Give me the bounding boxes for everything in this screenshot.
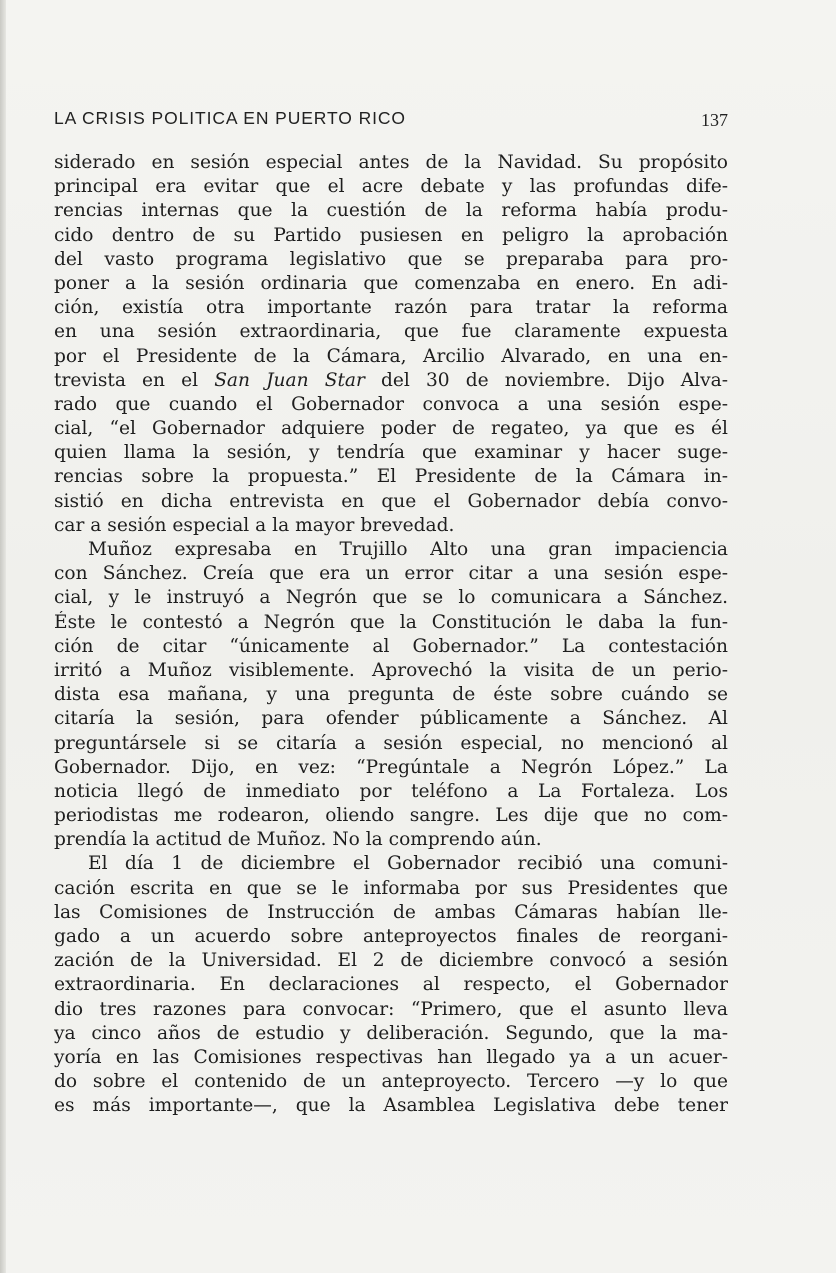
text-line [54, 804, 728, 828]
text-line [54, 490, 728, 514]
text-line [54, 780, 728, 804]
line-text: extraordinaria. En declaraciones al respecto, el Gobernador [54, 974, 728, 996]
text-line [54, 562, 728, 586]
text-line [54, 949, 728, 973]
line-text: periodistas me rodearon, oliendo sangre. Les dije que no com- [54, 805, 728, 827]
text-line [54, 272, 728, 296]
line-text: cación escrita en que se le informaba por sus Presidentes que [54, 877, 728, 899]
line-text: zación de la Universidad. El 2 de diciembre convocó a sesión [54, 950, 728, 972]
text-line [54, 998, 728, 1022]
text-line [54, 707, 728, 731]
text-line [54, 441, 728, 465]
line-text: preguntársele si se citaría a sesión especial, no mencionó al [54, 732, 728, 754]
text-line [54, 1094, 728, 1118]
text-line [54, 151, 728, 175]
text-line [54, 1022, 728, 1046]
line-text: rencias internas que la cuestión de la reforma había produ- [54, 200, 728, 222]
text-line [54, 586, 728, 610]
text-line [54, 683, 728, 707]
text-line [54, 877, 728, 901]
line-text: sistió en dicha entrevista en que el Gobernador debía convo- [54, 490, 728, 512]
line-text: en una sesión extraordinaria, que fue claramente expuesta [54, 321, 728, 343]
text-line [54, 1046, 728, 1070]
text-line [54, 852, 728, 876]
line-text: gado a un acuerdo sobre anteproyectos finales de reorgani- [54, 926, 728, 947]
line-text: prendía la actitud de Muñoz. No la comprendo aún. [54, 829, 542, 851]
page-edge-shadow [0, 0, 6, 1273]
line-text: con Sánchez. Creía que era un error citar a una sesión espe- [54, 563, 728, 585]
text-line [54, 393, 728, 417]
line-text: noticia llegó de inmediato por teléfono a La Fortaleza. Los [54, 780, 728, 802]
line-text: rado que cuando el Gobernador convoca a una sesión espe- [54, 393, 728, 415]
line-text: ción de citar “únicamente al Gobernador.” La contestación [54, 635, 728, 657]
line-text: ya cinco años de estudio y deliberación. Segundo, que la ma- [54, 1022, 728, 1044]
line-text: ción, existía otra importante razón para tratar la reforma [54, 297, 728, 319]
text-line [54, 175, 728, 199]
line-text: Éste le contestó a Negrón que la Constitución le daba la fun- [54, 611, 728, 633]
line-text: cido dentro de su Partido pusiesen en peligro la aprobación [54, 224, 728, 246]
text-line [54, 345, 728, 369]
text-line [54, 635, 728, 659]
line-text: del vasto programa legislativo que se preparaba para pro- [54, 248, 728, 270]
line-text: dio tres razones para convocar: “Primero, que el asunto lleva [54, 998, 728, 1020]
text-line [54, 756, 728, 780]
italic-title-text: San Juan Star [214, 369, 365, 391]
text-line [54, 224, 728, 248]
line-text: El día 1 de diciembre el Gobernador recibió una comuni- [88, 853, 728, 875]
text-line [54, 296, 728, 320]
text-line [54, 514, 728, 538]
line-text: yoría en las Comisiones respectivas han llegado ya a un acuer- [54, 1046, 728, 1068]
line-text: las Comisiones de Instrucción de ambas Cámaras habían lle- [54, 901, 728, 923]
line-text: dista esa mañana, y una pregunta de éste sobre cuándo se [54, 684, 728, 706]
text-line [54, 538, 728, 562]
text-line [54, 320, 728, 344]
text-line [54, 659, 728, 683]
body-text [54, 151, 728, 1119]
text-line [54, 465, 728, 489]
text-line [54, 828, 728, 852]
line-text: irritó a Muñoz visiblemente. Aprovechó la visita de un perio- [54, 659, 728, 681]
text-line [54, 369, 728, 393]
line-text: rencias sobre la propuesta.” El Presidente de la Cámara in- [54, 466, 728, 488]
line-text: Gobernador. Dijo, en vez: “Pregúntale a Negrón López.” La [54, 756, 728, 778]
text-line [54, 1070, 728, 1094]
line-text: del 30 de noviembre. Dijo Alva- [364, 369, 728, 391]
line-text: por el Presidente de la Cámara, Arcilio Alvarado, en una en- [54, 345, 728, 367]
line-text: poner a la sesión ordinaria que comenzaba en enero. En adi- [54, 272, 728, 294]
line-text: es más importante—, que la Asamblea Legislativa debe tener [54, 1095, 728, 1117]
running-header [54, 108, 728, 132]
text-line [54, 611, 728, 635]
line-text: cial, y le instruyó a Negrón que se lo comunicara a Sánchez. [54, 587, 728, 609]
line-text: siderado en sesión especial antes de la Navidad. Su propósito [54, 152, 728, 173]
line-text: principal era evitar que el acre debate y las profundas dife- [54, 176, 728, 198]
text-line [54, 925, 728, 949]
line-text: do sobre el contenido de un anteproyecto. Tercero —y lo que [54, 1071, 728, 1093]
text-line [54, 199, 728, 223]
text-line [54, 417, 728, 441]
line-text: citaría la sesión, para ofender públicamente a Sánchez. Al [54, 708, 728, 730]
text-line [54, 248, 728, 272]
line-text: car a sesión especial a la mayor brevedad. [54, 514, 455, 536]
page-number: 137 [701, 110, 728, 130]
text-line [54, 732, 728, 756]
line-text: trevista en el [54, 369, 215, 391]
text-line [54, 901, 728, 925]
text-line [54, 973, 728, 997]
running-title: LA CRISIS POLITICA EN PUERTO RICO [54, 108, 406, 128]
line-text: cial, “el Gobernador adquiere poder de regateo, ya que es él [54, 418, 728, 440]
line-text: quien llama la sesión, y tendría que examinar y hacer suge- [54, 442, 728, 464]
line-text: Muñoz expresaba en Trujillo Alto una gran impaciencia [88, 539, 728, 560]
